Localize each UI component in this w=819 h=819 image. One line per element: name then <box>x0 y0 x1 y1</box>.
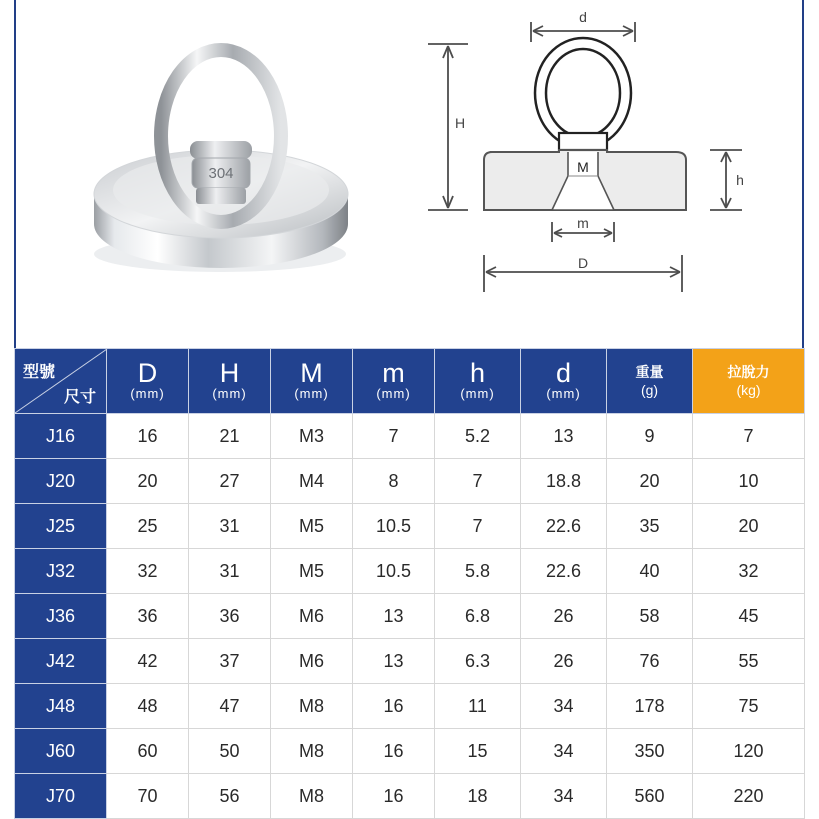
cell-M: M8 <box>271 729 353 774</box>
cell-D: 70 <box>107 774 189 819</box>
cell-pull-force: 220 <box>693 774 805 819</box>
cell-h: 18 <box>435 774 521 819</box>
engraving-text: 304 <box>208 165 234 182</box>
cell-pull-force: 120 <box>693 729 805 774</box>
spec-table-body <box>15 414 805 819</box>
cell-h: 15 <box>435 729 521 774</box>
header-unit: (kg) <box>736 382 761 398</box>
dimension-label-h: h <box>736 172 744 188</box>
header-M <box>271 349 353 414</box>
cell-H: 31 <box>189 549 271 594</box>
cell-h: 11 <box>435 684 521 729</box>
frame-border-right <box>802 0 804 350</box>
dimension-label-d: d <box>579 9 587 25</box>
cell-H: 27 <box>189 459 271 504</box>
cell-M: M5 <box>271 549 353 594</box>
cell-M: M8 <box>271 684 353 729</box>
cell-H: 36 <box>189 594 271 639</box>
cell-D: 60 <box>107 729 189 774</box>
cell-model: J42 <box>15 639 107 684</box>
cell-m: 16 <box>353 729 435 774</box>
cell-D: 16 <box>107 414 189 459</box>
cell-model: J25 <box>15 504 107 549</box>
cell-H: 56 <box>189 774 271 819</box>
cell-h: 6.3 <box>435 639 521 684</box>
cell-pull-force: 10 <box>693 459 805 504</box>
table-header-row <box>15 349 805 414</box>
table-row <box>15 549 805 594</box>
cell-h: 6.8 <box>435 594 521 639</box>
cell-H: 50 <box>189 729 271 774</box>
header-h <box>435 349 521 414</box>
cell-H: 47 <box>189 684 271 729</box>
cell-model: J20 <box>15 459 107 504</box>
dimension-diagram <box>420 0 744 300</box>
cell-M: M3 <box>271 414 353 459</box>
table-row <box>15 414 805 459</box>
dimension-label-M: M <box>577 159 589 175</box>
table-row <box>15 504 805 549</box>
header-name: 拉脫力 <box>727 364 770 380</box>
header-symbol: d <box>555 358 572 388</box>
corner-label-size: 尺寸 <box>63 389 96 406</box>
cell-D: 42 <box>107 639 189 684</box>
spec-table <box>14 348 805 819</box>
cell-m: 16 <box>353 774 435 819</box>
table-row <box>15 684 805 729</box>
cell-pull-force: 20 <box>693 504 805 549</box>
cell-d: 18.8 <box>521 459 607 504</box>
cell-model: J16 <box>15 414 107 459</box>
cell-weight: 35 <box>607 504 693 549</box>
cell-model: J32 <box>15 549 107 594</box>
cell-H: 21 <box>189 414 271 459</box>
cell-pull-force: 55 <box>693 639 805 684</box>
header-unit: (mm) <box>376 386 411 401</box>
cell-pull-force: 45 <box>693 594 805 639</box>
header-unit: (g) <box>640 382 659 398</box>
table-row <box>15 594 805 639</box>
cell-d: 22.6 <box>521 549 607 594</box>
cell-weight: 9 <box>607 414 693 459</box>
header-d <box>521 349 607 414</box>
cell-h: 7 <box>435 504 521 549</box>
header-unit: (mm) <box>212 386 247 401</box>
cell-m: 13 <box>353 594 435 639</box>
cell-H: 31 <box>189 504 271 549</box>
cell-d: 22.6 <box>521 504 607 549</box>
cell-weight: 350 <box>607 729 693 774</box>
table-row <box>15 729 805 774</box>
table-row <box>15 459 805 504</box>
cell-d: 26 <box>521 639 607 684</box>
product-photo <box>80 18 380 280</box>
cell-d: 34 <box>521 684 607 729</box>
header-m <box>353 349 435 414</box>
header-pull-force <box>693 349 805 414</box>
header-H <box>189 349 271 414</box>
cell-m: 10.5 <box>353 504 435 549</box>
cell-weight: 76 <box>607 639 693 684</box>
cell-model: J70 <box>15 774 107 819</box>
cell-D: 25 <box>107 504 189 549</box>
cell-weight: 560 <box>607 774 693 819</box>
cell-h: 5.8 <box>435 549 521 594</box>
cell-h: 7 <box>435 459 521 504</box>
header-unit: (mm) <box>294 386 329 401</box>
dimension-label-D: D <box>577 255 589 271</box>
header-symbol: M <box>300 358 323 388</box>
header-symbol: D <box>137 358 158 388</box>
cell-h: 5.2 <box>435 414 521 459</box>
cell-D: 32 <box>107 549 189 594</box>
cell-d: 34 <box>521 729 607 774</box>
header-symbol: h <box>469 358 486 388</box>
header-symbol: m <box>382 358 405 388</box>
cell-D: 36 <box>107 594 189 639</box>
header-name: 重量 <box>635 364 664 380</box>
header-D <box>107 349 189 414</box>
header-unit: (mm) <box>460 386 495 401</box>
cell-pull-force: 7 <box>693 414 805 459</box>
cell-model: J48 <box>15 684 107 729</box>
header-unit: (mm) <box>130 386 165 401</box>
cell-M: M6 <box>271 639 353 684</box>
cell-m: 13 <box>353 639 435 684</box>
cell-M: M5 <box>271 504 353 549</box>
cell-H: 37 <box>189 639 271 684</box>
cell-M: M6 <box>271 594 353 639</box>
header-unit: (mm) <box>546 386 581 401</box>
corner-label-model: 型號 <box>23 364 56 381</box>
cell-d: 13 <box>521 414 607 459</box>
cell-m: 7 <box>353 414 435 459</box>
cell-M: M8 <box>271 774 353 819</box>
cell-model: J60 <box>15 729 107 774</box>
table-row <box>15 639 805 684</box>
cell-m: 10.5 <box>353 549 435 594</box>
cell-pull-force: 32 <box>693 549 805 594</box>
cell-weight: 58 <box>607 594 693 639</box>
cell-m: 16 <box>353 684 435 729</box>
cell-weight: 40 <box>607 549 693 594</box>
cell-m: 8 <box>353 459 435 504</box>
cell-D: 20 <box>107 459 189 504</box>
dimension-label-m: m <box>577 215 589 231</box>
frame-border-left <box>14 0 16 350</box>
cell-model: J36 <box>15 594 107 639</box>
cell-weight: 178 <box>607 684 693 729</box>
header-symbol: H <box>219 358 240 388</box>
cell-d: 26 <box>521 594 607 639</box>
cell-d: 34 <box>521 774 607 819</box>
cell-weight: 20 <box>607 459 693 504</box>
table-row <box>15 774 805 819</box>
header-weight <box>607 349 693 414</box>
cell-D: 48 <box>107 684 189 729</box>
dimension-label-H: H <box>454 115 466 131</box>
header-corner-cell <box>15 349 107 414</box>
cell-M: M4 <box>271 459 353 504</box>
cell-pull-force: 75 <box>693 684 805 729</box>
